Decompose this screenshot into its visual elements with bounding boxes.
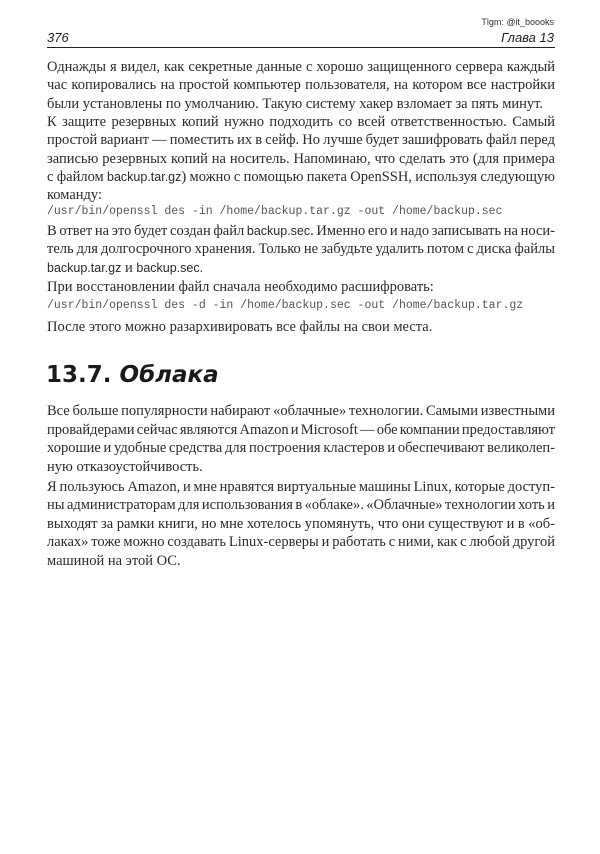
text-run: лаках» тоже можно создавать Linux-серверы и работать с ними, как с любой другой [47, 534, 555, 550]
paragraph-line [47, 421, 555, 439]
section-title: Облака [119, 362, 219, 388]
text-run: команду: [47, 187, 103, 203]
text-run: машиной на этой ОС. [47, 553, 181, 569]
text-run: Я пользуюсь Amazon, и мне нравятся виртуальные машины Linux, которые доступ- [47, 479, 555, 495]
paragraph-line [47, 168, 555, 186]
filename-text: backup.sec [246, 224, 311, 238]
text-run: с файлом [47, 169, 108, 185]
text-run: ны администраторам для использования в «облаке». «Облачные» технологии хоть и [47, 497, 555, 513]
text-run: . Именно его и надо записывать на носи- [310, 223, 555, 239]
filename-text: backup.tar.gz [47, 261, 122, 275]
paragraph-line [47, 478, 555, 496]
filename-text: backup.tar.gz [107, 170, 182, 184]
text-run: провайдерами сейчас являются Amazon и Microsoft — обе компании предоставляют [47, 422, 555, 438]
text-run: Все больше популярности набирают «облачные» технологии. Самыми известными [47, 403, 555, 419]
text-run: тель для долгосрочного хранения. Только не забудьте удалить потом с диска файлы [47, 241, 555, 257]
filename-text: backup.sec. [136, 261, 204, 275]
text-run: ) можно с помощью пакета OpenSSH, используя следующую [181, 169, 555, 185]
text-run: хорошие и удобные средства для построения кластеров и обеспечивают великолеп- [47, 440, 555, 456]
paragraph-line [47, 552, 181, 570]
text-run: час копировались на простой компьютер пользователя, на котором все настройки [47, 77, 555, 93]
paragraph-line [47, 458, 203, 476]
text-run: были установлены по умолчанию. Такую систему хакер взломает за пять минут. [47, 96, 544, 112]
text-run: простой вариант — поместить их в сейф. Но лучше будет зашифровать файл перед [47, 132, 555, 148]
text-run: Однажды я видел, как секретные данные с хорошо защищенного сервера каждый [47, 59, 555, 75]
paragraph-line [47, 113, 555, 131]
paragraph-line [47, 533, 555, 551]
paragraph-line [47, 222, 555, 240]
text-run: К защите резервных копий нужно подходить со всей ответственностью. Самый [47, 114, 555, 130]
code-block: /usr/bin/openssl des -d -in /home/backup.sec -out /home/backup.tar.gz [47, 299, 524, 312]
paragraph-line [47, 318, 432, 336]
paragraph-line [47, 95, 543, 113]
section-number: 13.7. [46, 362, 112, 388]
section-heading [46, 362, 219, 390]
paragraph-line [47, 402, 555, 420]
text-run: ную отказоустойчивость. [47, 459, 203, 475]
page-number: 376 [47, 30, 69, 45]
paragraph-line [47, 278, 434, 296]
text-run: выходят за рамки книги, но мне хотелось упомянуть, что они существуют и в «об- [47, 516, 555, 532]
paragraph-line [47, 186, 102, 204]
paragraph-line [47, 439, 555, 457]
text-run: При восстановлении файл сначала необходимо расшифровать: [47, 279, 434, 295]
watermark: Tlgm: @it_boooks [481, 17, 554, 27]
text-run: В ответ на это будет создан файл [47, 223, 247, 239]
text-run: После этого можно разархивировать все файлы на свои места. [47, 319, 433, 335]
paragraph-line [47, 76, 555, 94]
paragraph-line [47, 58, 555, 76]
paragraph-line [47, 515, 555, 533]
paragraph-line [47, 496, 555, 514]
header-rule [47, 47, 555, 48]
paragraph-line [47, 259, 203, 277]
paragraph-line [47, 150, 555, 168]
paragraph-line [47, 240, 555, 258]
text-run: и [121, 260, 137, 276]
running-header-chapter: Глава 13 [501, 30, 554, 45]
code-block: /usr/bin/openssl des -in /home/backup.tar.gz -out /home/backup.sec [47, 205, 503, 218]
paragraph-line [47, 131, 555, 149]
text-run: записью резервных копий на носитель. Напоминаю, что сделать это (для примера [47, 151, 555, 167]
